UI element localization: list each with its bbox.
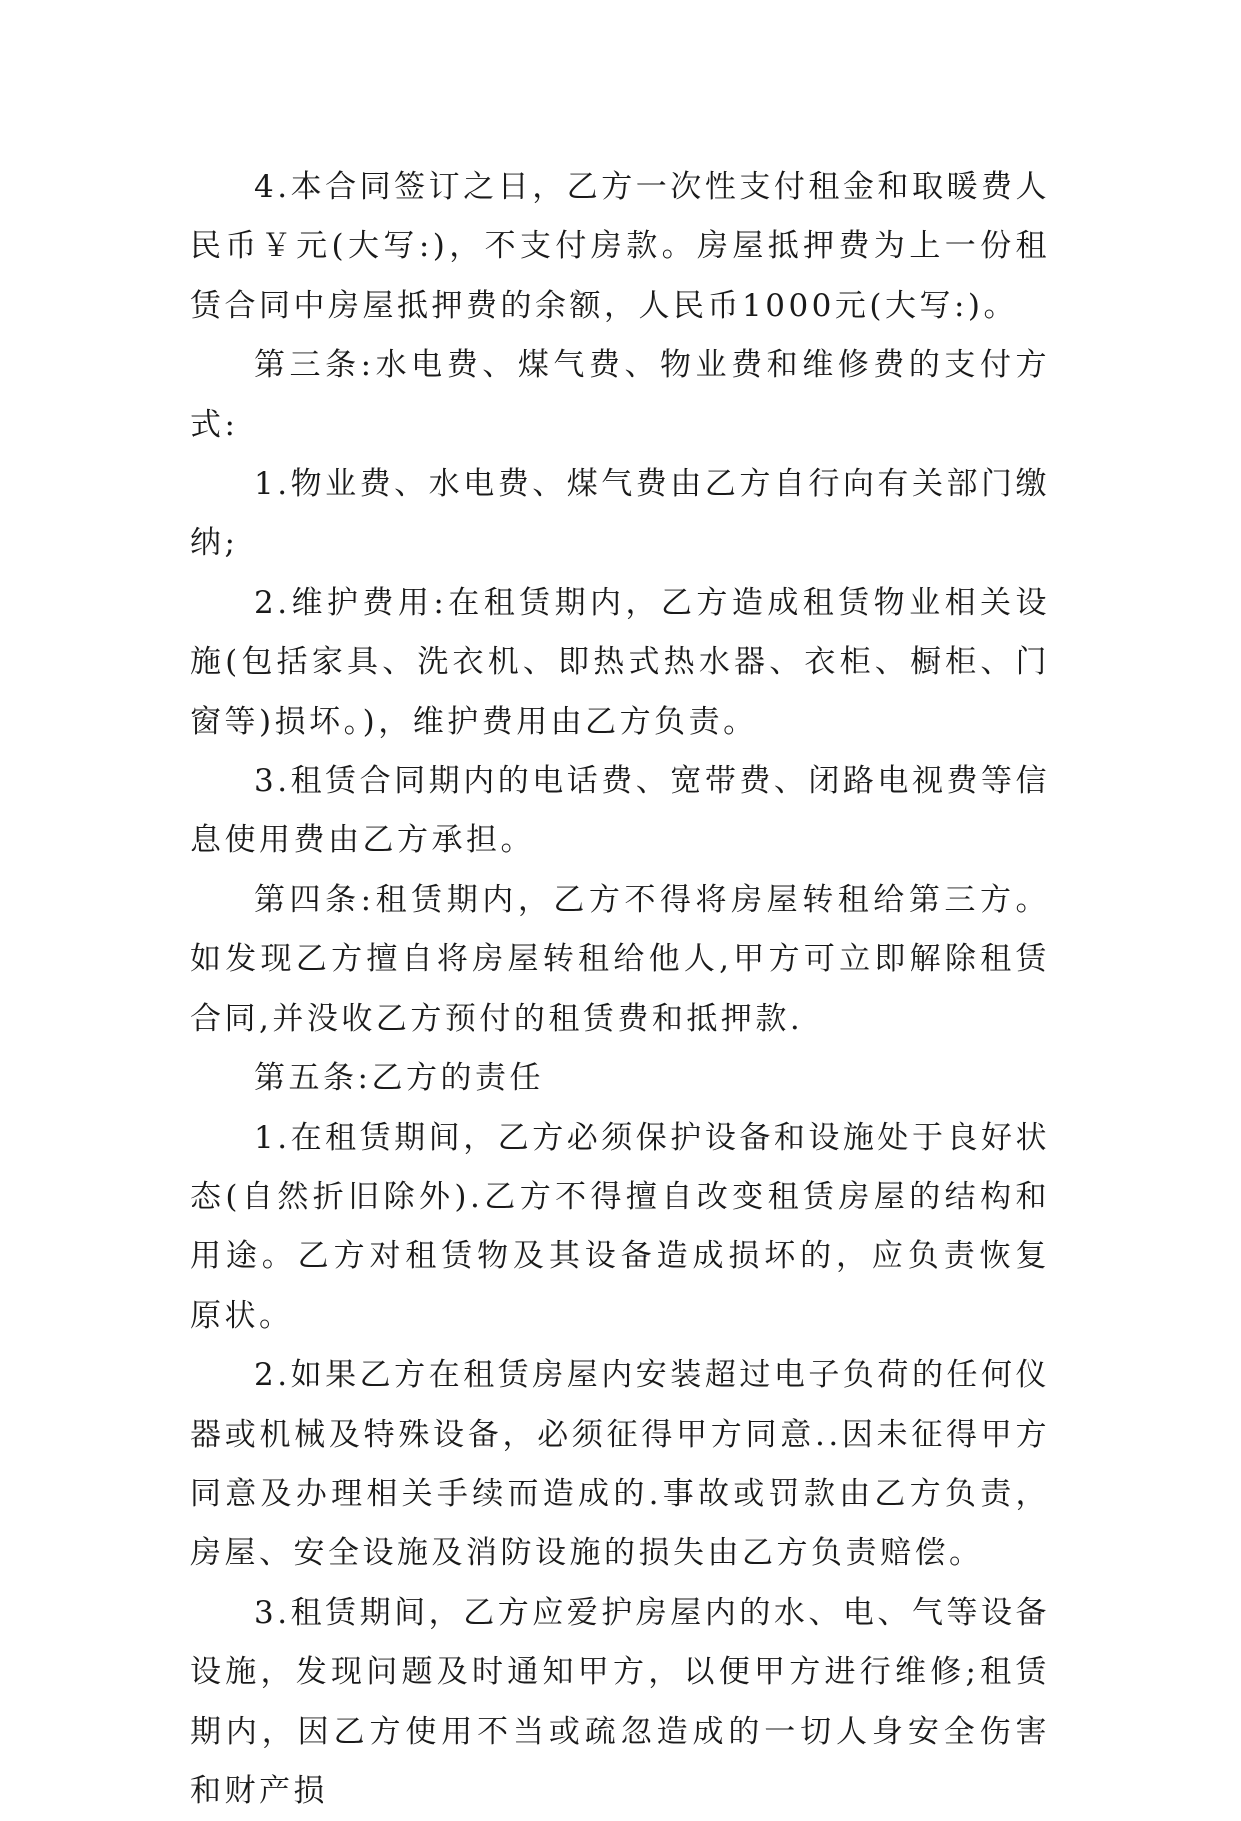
paragraph-article-5-item-1: 1.在租赁期间，乙方必须保护设备和设施处于良好状态(自然折旧除外).乙方不得擅自改变租赁房屋的结构和用途。乙方对租赁物及其设备造成损坏的，应负责恢复原状。	[190, 1119, 1050, 1334]
paragraph-article-4: 第四条:租赁期内，乙方不得将房屋转租给第三方。如发现乙方擅自将房屋转租给他人,甲方可立即解除租赁合同,并没收乙方预付的租赁费和抵押款.	[190, 881, 1050, 1037]
paragraph-article-3-heading: 第三条:水电费、煤气费、物业费和维修费的支付方式:	[190, 347, 1050, 443]
paragraph-article-5-heading: 第五条:乙方的责任	[254, 1060, 544, 1097]
paragraph-article-3-item-3: 3.租赁合同期内的电话费、宽带费、闭路电视费等信息使用费由乙方承担。	[190, 763, 1050, 859]
contract-body	[190, 158, 1050, 1821]
paragraph-article-3-item-1: 1.物业费、水电费、煤气费由乙方自行向有关部门缴纳;	[190, 466, 1050, 562]
paragraph-payment-terms: 4.本合同签订之日，乙方一次性支付租金和取暖费人民币￥元(大写:)，不支付房款。房屋抵押费为上一份租赁合同中房屋抵押费的余额，人民币1000元(大写:)。	[190, 169, 1050, 324]
paragraph-article-5-item-3: 3.租赁期间，乙方应爱护房屋内的水、电、气等设备设施，发现问题及时通知甲方，以便甲方进行维修;租赁期内，因乙方使用不当或疏忽造成的一切人身安全伤害和财产损	[190, 1594, 1050, 1809]
paragraph-article-5-item-2: 2.如果乙方在租赁房屋内安装超过电子负荷的任何仪器或机械及特殊设备，必须征得甲方同意..因未征得甲方同意及办理相关手续而造成的.事故或罚款由乙方负责，房屋、安全设施及消防设施的损失由乙方负责赔偿。	[190, 1357, 1050, 1572]
paragraph-article-3-item-2: 2.维护费用:在租赁期内，乙方造成租赁物业相关设施(包括家具、洗衣机、即热式热水器、衣柜、橱柜、门窗等)损坏。)，维护费用由乙方负责。	[190, 584, 1050, 740]
